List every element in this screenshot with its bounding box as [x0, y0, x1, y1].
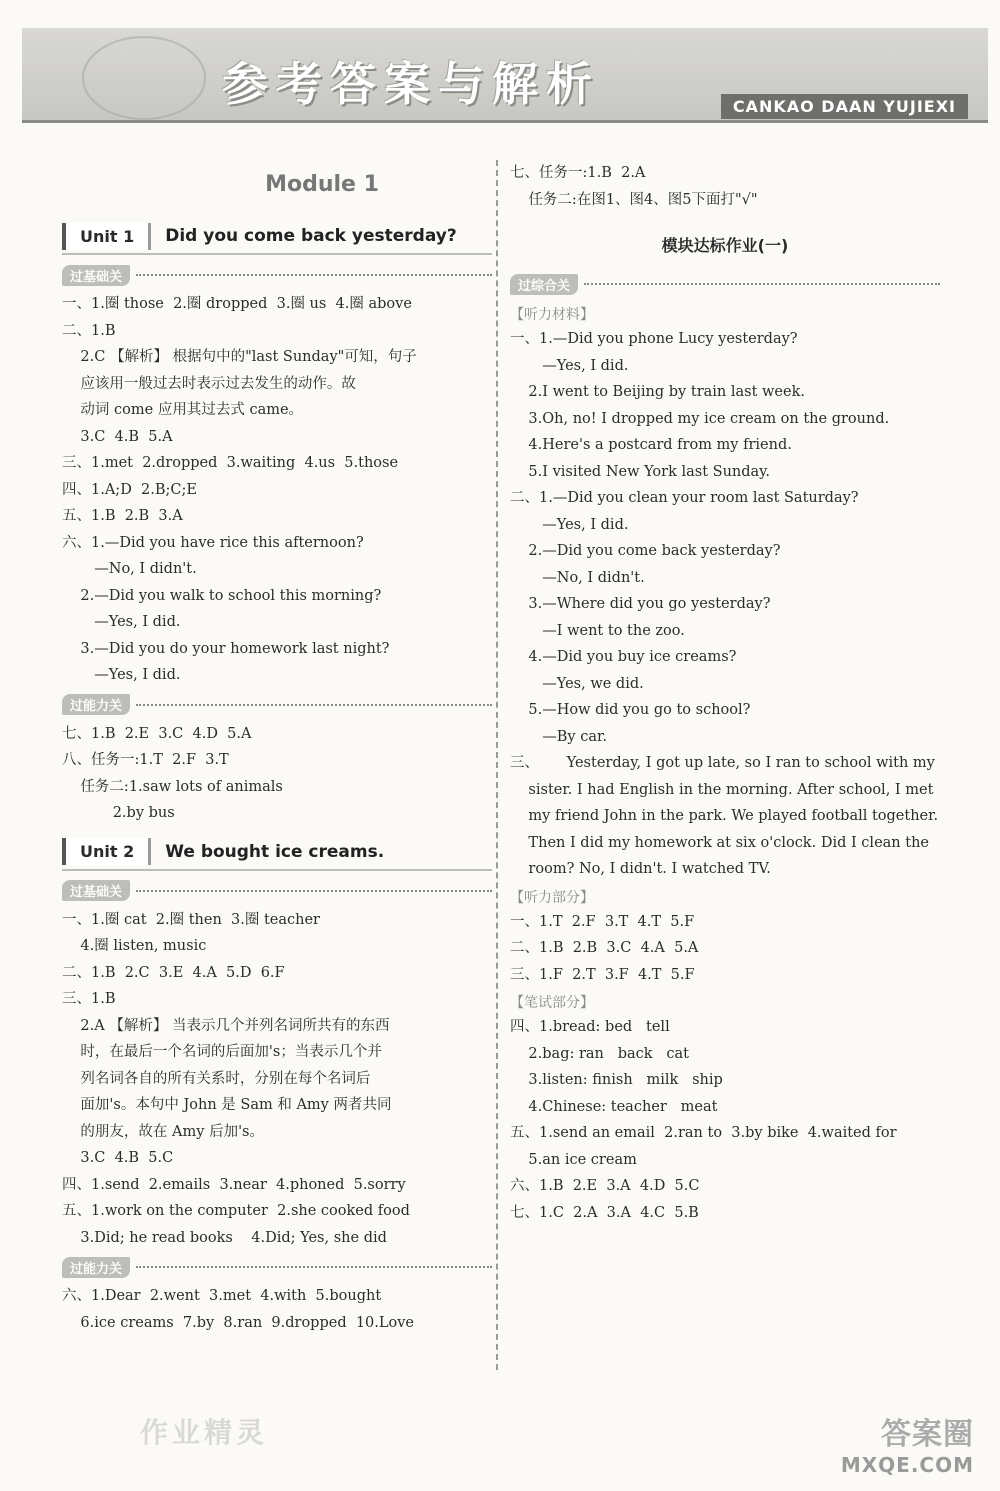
unit2-section-basic — [62, 881, 492, 901]
answer-line: 4.圈 listen, music — [62, 938, 207, 954]
answer-line: 2.bag: ran back cat — [510, 1045, 689, 1062]
answer-line: 二、1.—Did you clean your room last Saturday? — [510, 490, 859, 506]
answer-line: 面加's。本句中 John 是 Sam 和 Amy 两者共同 — [62, 1097, 392, 1113]
answer-line: —No, I didn't. — [62, 561, 197, 577]
answer-line: room? No, I didn't. I watched TV. — [510, 861, 771, 877]
unit1-ability-answers — [62, 721, 492, 827]
section-label: 过综合关 — [510, 274, 578, 295]
answer-line: 3.C 4.B 5.C — [62, 1150, 174, 1166]
section-label: 过能力关 — [62, 1257, 130, 1278]
answer-line: 2.C 【解析】 根据句中的"last Sunday"可知，句子 — [62, 349, 417, 365]
answer-line: —Yes, we did. — [510, 675, 644, 692]
answer-line: —By car. — [510, 728, 607, 745]
answer-line: 4.Chinese: teacher meat — [510, 1098, 718, 1115]
answer-line: 5.I visited New York last Sunday. — [510, 463, 771, 480]
answer-line: 任务二:在图1、图4、图5下面打"√" — [510, 191, 758, 208]
answer-line: 一、1.圈 those 2.圈 dropped 3.圈 us 4.圈 above — [62, 296, 412, 312]
unit1-section-basic — [62, 265, 492, 285]
answer-line: 任务二:1.saw lots of animals — [62, 778, 283, 795]
module-test-title: 模块达标作业(一) — [661, 236, 789, 255]
right-column — [510, 160, 940, 1226]
section-label: 过基础关 — [62, 265, 130, 286]
answer-line: 七、任务一:1.B 2.A — [510, 165, 646, 181]
answer-line: 3.—Did you do your homework last night? — [62, 640, 390, 657]
answer-line: 六、1.—Did you have rice this afternoon? — [62, 534, 364, 551]
header-decoration — [82, 36, 206, 120]
unit2-title: We bought ice creams. — [165, 841, 385, 862]
unit2-ability-answers — [62, 1283, 492, 1336]
answer-line: 的朋友，故在 Amy 后加's。 — [62, 1123, 264, 1140]
page-header — [22, 28, 988, 123]
watermark-text — [841, 1409, 974, 1477]
answer-line: —Yes, I did. — [510, 516, 629, 533]
listening-material-label: 【听力材料】 — [510, 307, 594, 323]
answer-line: 5.an ice cream — [510, 1151, 637, 1168]
answer-line: 2.—Did you walk to school this morning? — [62, 587, 382, 604]
faint-stamp: 作业精灵 — [140, 1416, 269, 1449]
answer-line: 三、1.B — [62, 991, 116, 1007]
answer-line: 2.—Did you come back yesterday? — [510, 543, 781, 559]
section-label: 过能力关 — [62, 694, 130, 715]
answer-line: 六、1.B 2.E 3.A 4.D 5.C — [510, 1178, 700, 1194]
answer-line: 4.—Did you buy ice creams? — [510, 649, 737, 665]
answer-line: sister. I had English in the morning. After school, I met — [510, 781, 934, 798]
answer-line: 四、1.A;D 2.B;C;E — [62, 481, 197, 498]
answer-line: 五、1.send an email 2.ran to 3.by bike 4.waited for — [510, 1125, 897, 1141]
answer-line: 6.ice creams 7.by 8.ran 9.dropped 10.Love — [62, 1314, 415, 1331]
answer-line: Then I did my homework at six o'clock. Did I clean the — [510, 834, 929, 851]
left-column — [62, 160, 492, 1336]
answer-line: 三、1.met 2.dropped 3.waiting 4.us 5.those — [62, 455, 399, 471]
answer-line: 3.Did; he read books 4.Did; Yes, she did — [62, 1229, 387, 1246]
answer-line: 二、1.B — [62, 322, 116, 339]
listening-material-lines — [510, 326, 940, 750]
answer-line: 一、1.圈 cat 2.圈 then 3.圈 teacher — [62, 911, 320, 928]
answer-line: 一、1.—Did you phone Lucy yesterday? — [510, 331, 798, 347]
unit2-header — [62, 835, 492, 871]
watermark-url: MXQE.COM — [840, 1453, 974, 1477]
answer-line: 2.I went to Beijing by train last week. — [510, 384, 805, 400]
unit1-tag: Unit 1 — [62, 223, 151, 250]
answer-line: —Yes, I did. — [62, 667, 181, 683]
header-pinyin: CANKAO DAAN YUJIEXI — [721, 94, 968, 119]
answer-line: 六、1.Dear 2.went 3.met 4.with 5.bought — [62, 1288, 382, 1304]
unit1-title: Did you come back yesterday? — [165, 226, 457, 246]
written-part-answers — [510, 1014, 940, 1226]
answer-line: 五、1.B 2.B 3.A — [62, 508, 183, 524]
header-title: 参考答案与解析 — [222, 57, 600, 111]
answer-line: 3.C 4.B 5.A — [62, 428, 173, 445]
answer-line: 3.listen: finish milk ship — [510, 1072, 723, 1088]
answer-line: —No, I didn't. — [510, 569, 645, 586]
answer-line: 七、1.C 2.A 3.A 4.C 5.B — [510, 1204, 699, 1221]
unit1-basic-answers — [62, 291, 492, 689]
answer-line: 三、 Yesterday, I got up late, so I ran to school with my — [510, 755, 935, 771]
answer-line: 列名词各自的所有关系时，分别在每个名词后 — [62, 1070, 371, 1087]
listening-part-answers — [510, 909, 940, 989]
answer-line: 动词 come 应用其过去式 came。 — [62, 402, 304, 418]
right-top-answers — [510, 160, 940, 213]
answer-line: 四、1.bread: bed tell — [510, 1019, 670, 1035]
answer-line: 3.—Where did you go yesterday? — [510, 596, 771, 612]
answer-line: 八、任务一:1.T 2.F 3.T — [62, 752, 229, 768]
answer-line: —I went to the zoo. — [510, 622, 685, 639]
right-section-comprehensive — [510, 274, 940, 294]
answer-line: 五、1.work on the computer 2.she cooked food — [62, 1203, 410, 1219]
column-divider — [496, 160, 498, 1370]
unit2-section-ability — [62, 1257, 492, 1277]
listening-paragraph — [510, 750, 940, 883]
written-part-label: 【笔试部分】 — [510, 995, 594, 1011]
answer-line: 二、1.B 2.B 3.C 4.A 5.A — [510, 940, 699, 956]
answer-line: 二、1.B 2.C 3.E 4.A 5.D 6.F — [62, 964, 285, 981]
unit2-basic-answers — [62, 907, 492, 1252]
watermark-logo: 答案圈 — [881, 1417, 974, 1452]
module-title: Module 1 — [265, 172, 379, 197]
answer-line: 2.A 【解析】 当表示几个并列名词所共有的东西 — [62, 1017, 390, 1034]
answer-line: —Yes, I did. — [62, 614, 181, 630]
answer-line: 七、1.B 2.E 3.C 4.D 5.A — [62, 725, 252, 742]
answer-line: 2.by bus — [62, 805, 175, 821]
answer-line: 5.—How did you go to school? — [510, 702, 751, 718]
answer-line: 4.Here's a postcard from my friend. — [510, 437, 792, 453]
answer-line: my friend John in the park. We played football together. — [510, 808, 939, 824]
answer-line: 3.Oh, no! I dropped my ice cream on the ground. — [510, 410, 890, 427]
section-label: 过基础关 — [62, 880, 130, 901]
unit1-section-ability — [62, 695, 492, 715]
unit2-tag: Unit 2 — [62, 838, 151, 865]
answer-line: 应该用一般过去时表示过去发生的动作。故 — [62, 375, 356, 392]
answer-line: 时，在最后一个名词的后面加's；当表示几个并 — [62, 1044, 382, 1060]
listening-part-label: 【听力部分】 — [510, 889, 594, 906]
answer-line: 一、1.T 2.F 3.T 4.T 5.F — [510, 913, 695, 930]
unit1-header — [62, 219, 492, 255]
answer-line: 四、1.send 2.emails 3.near 4.phoned 5.sorry — [62, 1176, 406, 1193]
answer-line: 三、1.F 2.T 3.F 4.T 5.F — [510, 966, 695, 983]
answer-line: —Yes, I did. — [510, 357, 629, 374]
